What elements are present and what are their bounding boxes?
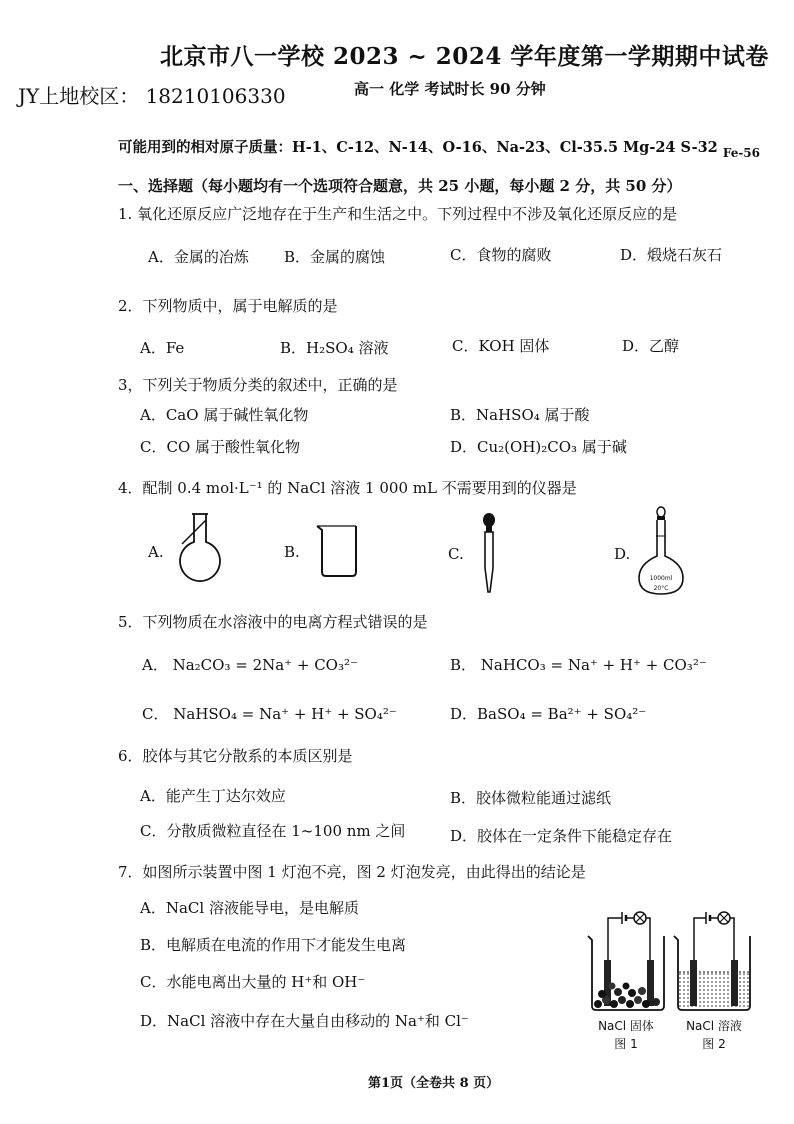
question-1-option-c: C．食物的腐败 — [450, 246, 552, 264]
question-5-stem: 5．下列物质在水溶液中的电离方程式错误的是 — [118, 613, 428, 631]
question-4-option-d: D. — [614, 545, 631, 563]
question-3-option-d: D．Cu₂(OH)₂CO₃ 属于碱 — [450, 438, 627, 456]
question-1-option-d: D．煅烧石灰石 — [620, 246, 723, 264]
question-6-option-a: A．能产生丁达尔效应 — [140, 787, 286, 805]
fig2-caption: 图 2 — [702, 1037, 726, 1051]
question-7-option-c: C．水能电离出大量的 H⁺和 OH⁻ — [140, 973, 366, 991]
question-7-option-b: B．电解质在电流的作用下才能发生电离 — [140, 936, 407, 954]
exam-title: 北京市八一学校 2023 ~ 2024 学年度第一学期期中试卷 — [160, 43, 769, 70]
question-2-stem: 2．下列物质中，属于电解质的是 — [118, 297, 338, 315]
question-1-option-b: B．金属的腐蚀 — [284, 248, 386, 266]
question-6-option-c: C．分散质微粒直径在 1~100 nm 之间 — [140, 822, 406, 840]
fig2-circuit — [694, 912, 734, 960]
flask-temp-label: 20°C — [653, 585, 669, 592]
question-4-option-b: B. — [284, 543, 300, 561]
question-6-option-d: D．胶体在一定条件下能稳定存在 — [450, 827, 673, 845]
question-2-option-c: C．KOH 固体 — [452, 337, 550, 355]
question-5-option-a: A． Na₂CO₃ = 2Na⁺ + CO₃²⁻ — [142, 656, 358, 674]
question-1-stem: 1. 氧化还原反应广泛地存在于生产和生活之中。下列过程中不涉及氧化还原反应的是 — [118, 205, 678, 223]
question-1-option-a: A．金属的冶炼 — [148, 248, 249, 266]
question-3-option-a: A．CaO 属于碱性氧化物 — [140, 406, 309, 424]
exam-subtitle: 高一 化学 考试时长 90 分钟 — [354, 80, 546, 98]
question-5-option-b: B． NaHCO₃ = Na⁺ + H⁺ + CO₃²⁻ — [450, 656, 707, 674]
question-5-option-d: D．BaSO₄ = Ba²⁺ + SO₄²⁻ — [450, 705, 647, 723]
question-3-option-c: C．CO 属于酸性氧化物 — [140, 438, 301, 456]
question-6-stem: 6．胶体与其它分散系的本质区别是 — [118, 747, 353, 765]
dropper-icon — [478, 512, 500, 596]
fig2-label: NaCl 溶液 — [686, 1019, 742, 1033]
beaker-icon — [314, 522, 362, 580]
nacl-solution-fill — [679, 972, 749, 1009]
atomic-mass-fe: Fe-56 — [722, 146, 761, 160]
question-2-option-a: A．Fe — [140, 339, 185, 357]
flask-volume-label: 1000ml — [649, 575, 673, 582]
fig1-circuit — [608, 912, 650, 960]
question-4-option-c: C. — [448, 545, 464, 563]
round-bottom-flask-icon — [172, 512, 228, 590]
question-3-option-b: B．NaHSO₄ 属于酸 — [450, 406, 590, 424]
page-footer: 第1页（全卷共 8 页） — [368, 1076, 500, 1091]
atomic-masses — [118, 136, 761, 160]
volumetric-flask-icon — [636, 506, 686, 598]
fig1-caption: 图 1 — [614, 1037, 638, 1051]
fig1-label: NaCl 固体 — [598, 1019, 654, 1033]
question-7-option-a: A．NaCl 溶液能导电，是电解质 — [140, 899, 359, 917]
question-3-stem: 3，下列关于物质分类的叙述中，正确的是 — [118, 376, 398, 394]
atomic-masses-text: 可能用到的相对原子质量：H-1、C-12、N-14、O-16、Na-23、Cl-35.5 Mg-24 S-32 — [118, 139, 718, 156]
question-2-option-b: B．H₂SO₄ 溶液 — [280, 339, 389, 357]
question-6-option-b: B．胶体微粒能通过滤纸 — [450, 789, 612, 807]
question-4-option-a: A. — [148, 543, 164, 561]
question-5-option-c: C． NaHSO₄ = Na⁺ + H⁺ + SO₄²⁻ — [142, 705, 397, 723]
section-heading: 一、选择题（每小题均有一个选项符合题意，共 25 小题，每小题 2 分，共 50 分） — [118, 177, 682, 195]
question-2-option-d: D．乙醇 — [622, 337, 680, 355]
question-7-option-d: D．NaCl 溶液中存在大量自由移动的 Na⁺和 Cl⁻ — [140, 1012, 469, 1030]
conductivity-apparatus-figure — [582, 900, 762, 1060]
question-4-stem: 4．配制 0.4 mol·L⁻¹ 的 NaCl 溶液 1 000 mL 不需要用到的仪器是 — [118, 479, 577, 497]
question-7-stem: 7．如图所示装置中图 1 灯泡不亮，图 2 灯泡发亮，由此得出的结论是 — [118, 863, 586, 881]
campus-contact: JY上地校区： 18210106330 — [18, 84, 286, 108]
